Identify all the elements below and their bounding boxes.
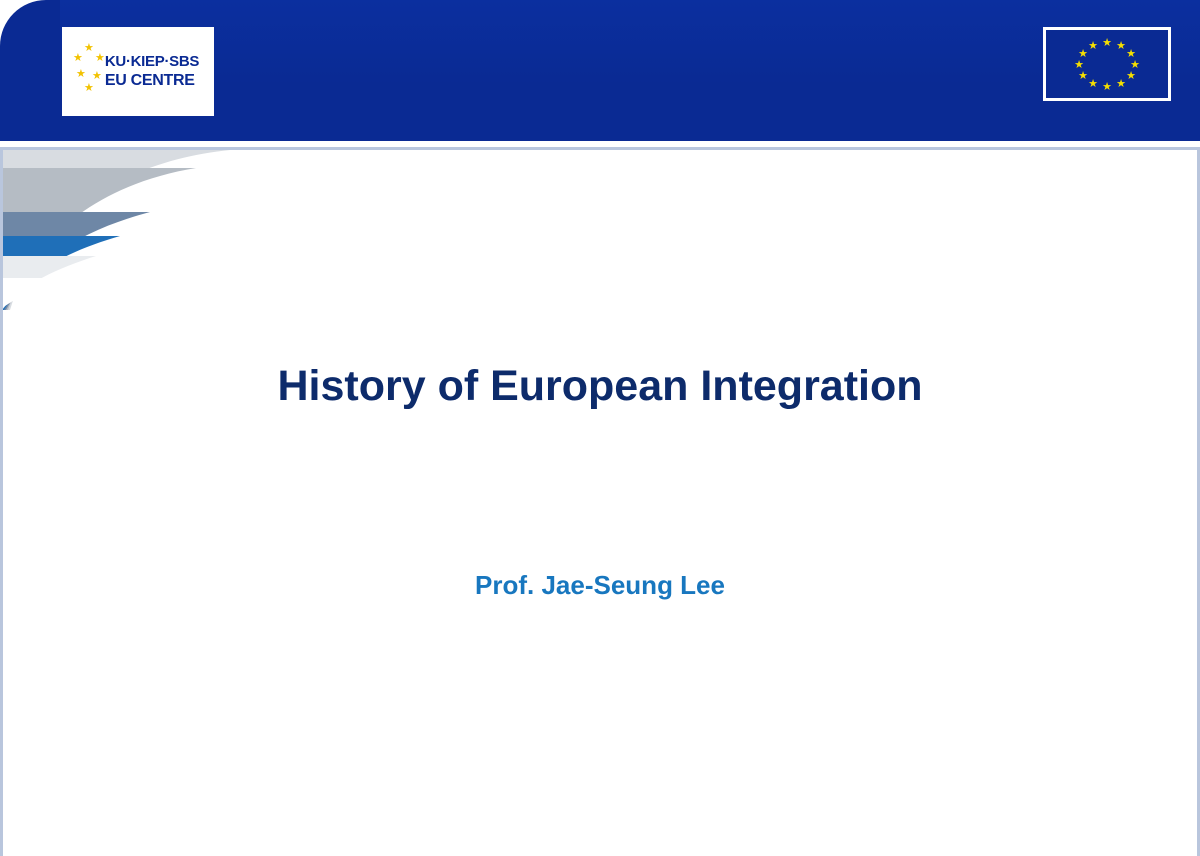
svg-text:★: ★ [1078,47,1088,60]
svg-text:★: ★ [1088,39,1098,52]
svg-text:★: ★ [1074,58,1084,71]
svg-text:★: ★ [84,41,94,54]
svg-text:★: ★ [92,69,102,82]
svg-text:★: ★ [73,51,83,64]
svg-text:★: ★ [1130,58,1140,71]
svg-text:★: ★ [1102,36,1112,49]
eu-flag-stars-icon [1046,30,1168,98]
ku-kiep-sbs-eu-centre-logo [62,27,214,116]
svg-text:★: ★ [1116,77,1126,90]
eu-flag [1043,27,1171,101]
slide-presenter: Prof. Jae-Seung Lee [475,570,725,600]
svg-text:★: ★ [1088,77,1098,90]
svg-text:★: ★ [1116,39,1126,52]
svg-text:★: ★ [1126,69,1136,82]
svg-text:★: ★ [1126,47,1136,60]
header-left-curve [0,0,60,141]
logo-stars-icon [70,39,112,101]
slide-title: History of European Integration [277,362,923,410]
decorative-swoosh [0,150,260,310]
svg-text:★: ★ [1102,80,1112,93]
svg-text:★: ★ [1078,69,1088,82]
logo-line-2: EU CENTRE [104,72,195,89]
svg-text:★: ★ [76,67,86,80]
logo-line-1: KU·KIEP·SBS [104,53,200,70]
frame-border-left [0,150,3,856]
svg-text:★: ★ [95,51,105,64]
svg-text:★: ★ [84,81,94,94]
